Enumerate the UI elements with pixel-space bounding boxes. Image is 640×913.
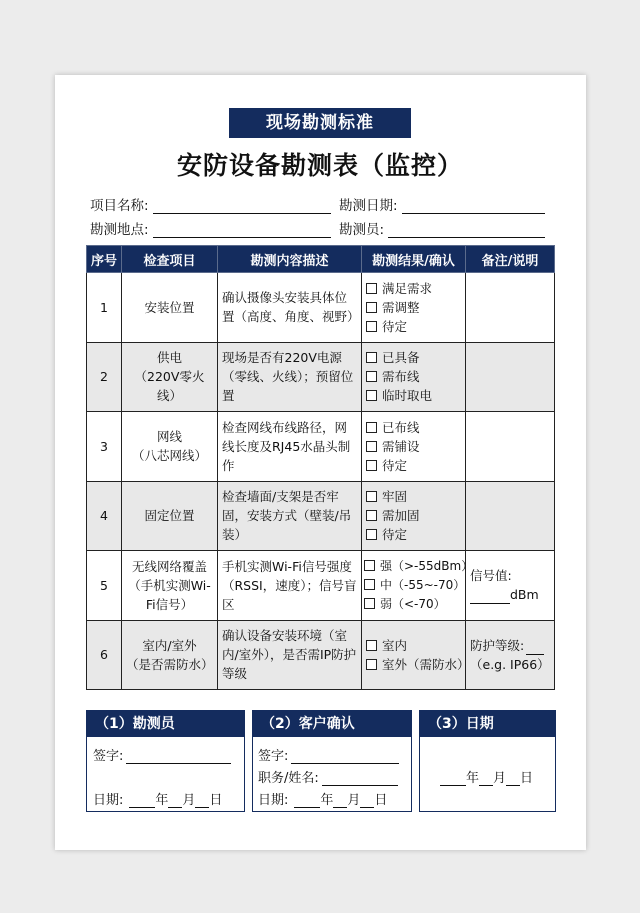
year-line[interactable]	[440, 772, 466, 786]
option-checkbox[interactable]	[366, 298, 461, 317]
survey-location-field[interactable]	[90, 218, 331, 238]
table-row	[87, 551, 555, 621]
date-label: 日期:	[258, 793, 289, 808]
cell-no: 3	[87, 412, 122, 482]
survey-date-field[interactable]	[339, 194, 545, 214]
cell-no: 6	[87, 620, 122, 690]
surveyor-line[interactable]	[388, 223, 545, 238]
option-label: 弱（<-70）	[380, 596, 446, 611]
cell-result	[362, 551, 474, 621]
option-checkbox[interactable]	[366, 437, 461, 456]
cell-no: 4	[87, 481, 122, 551]
checkbox-icon[interactable]	[366, 640, 377, 651]
cell-note[interactable]	[466, 273, 555, 343]
option-label: 待定	[382, 457, 408, 473]
survey-location-line[interactable]	[153, 223, 331, 238]
year-line[interactable]	[129, 794, 155, 808]
item-line: （八芯网线）	[131, 448, 207, 464]
table-row	[87, 481, 555, 551]
cell-result	[362, 481, 466, 551]
customer-position-field[interactable]	[258, 767, 398, 786]
cell-desc: 确认摄像头安装具体位置（高度、角度、视野）	[218, 273, 362, 343]
month-label: 月	[347, 793, 361, 808]
option-checkbox[interactable]	[366, 655, 470, 674]
year-label: 年	[155, 793, 169, 808]
month-label: 月	[182, 793, 196, 808]
checkbox-icon[interactable]	[366, 422, 377, 433]
option-label: 强（>-55dBm）	[380, 558, 474, 573]
survey-table	[86, 245, 555, 690]
customer-sign-field[interactable]	[258, 745, 399, 764]
date-label: 日期:	[93, 793, 124, 808]
year-line[interactable]	[294, 794, 320, 808]
protection-level-line[interactable]	[526, 641, 544, 655]
day-line[interactable]	[506, 772, 520, 786]
cell-item	[122, 620, 218, 690]
option-checkbox[interactable]	[366, 456, 461, 475]
option-label: 已布线	[382, 419, 420, 435]
cell-result	[362, 342, 466, 412]
cell-note[interactable]	[466, 620, 555, 690]
cell-note[interactable]	[466, 412, 555, 482]
month-line[interactable]	[168, 794, 182, 808]
table-row	[87, 273, 555, 343]
sign-line[interactable]	[291, 750, 399, 764]
project-name-field[interactable]	[90, 194, 331, 214]
customer-panel-title: （2）客户确认	[253, 711, 411, 737]
option-checkbox[interactable]	[366, 279, 461, 298]
option-checkbox[interactable]	[366, 418, 461, 437]
day-label: 日	[520, 771, 534, 786]
surveyor-sign-field[interactable]	[93, 745, 231, 764]
option-checkbox[interactable]	[366, 367, 461, 386]
surveyor-label: 勘测员:	[339, 222, 385, 238]
checkbox-icon[interactable]	[366, 510, 377, 521]
option-checkbox[interactable]	[364, 557, 474, 576]
option-checkbox[interactable]	[366, 525, 461, 544]
customer-date-field[interactable]	[258, 789, 387, 808]
option-label: 牢固	[382, 489, 408, 505]
option-checkbox[interactable]	[364, 595, 463, 614]
position-label: 职务/姓名:	[258, 771, 319, 786]
day-label: 日	[374, 793, 388, 808]
col-header-desc: 勘测内容描述	[218, 246, 362, 273]
option-checkbox[interactable]	[364, 576, 466, 595]
date-panel	[419, 710, 556, 812]
cell-item	[122, 273, 218, 343]
table-row	[87, 342, 555, 412]
checkbox-icon[interactable]	[364, 598, 375, 609]
month-line[interactable]	[479, 772, 493, 786]
item-line: 网线	[156, 429, 182, 445]
checkbox-icon[interactable]	[366, 321, 377, 332]
option-label: 已具备	[382, 350, 420, 366]
signal-value-line[interactable]	[470, 590, 510, 604]
item-line: Fi信号）	[145, 596, 194, 612]
checkbox-icon[interactable]	[364, 579, 375, 590]
option-checkbox[interactable]	[366, 636, 461, 655]
cell-desc: 检查墙面/支架是否牢固，安装方式（壁装/吊装）	[218, 481, 362, 551]
signal-unit: dBm	[510, 587, 539, 603]
sign-label: 签字:	[93, 749, 124, 764]
cell-desc: 确认设备安装环境（室内/室外），是否需IP防护等级	[218, 620, 362, 690]
option-label: 中（-55~-70）	[380, 577, 466, 592]
cell-item	[122, 412, 218, 482]
item-line: （220V零火线）	[134, 369, 205, 404]
month-label: 月	[493, 771, 507, 786]
cell-desc: 检查网线布线路径，网线长度及RJ45水晶头制作	[218, 412, 362, 482]
sign-line[interactable]	[126, 750, 231, 764]
checkbox-icon[interactable]	[366, 460, 377, 471]
table-row	[87, 412, 555, 482]
day-line[interactable]	[360, 794, 374, 808]
page-title: 安防设备勘测表（监控）	[176, 151, 463, 180]
surveyor-panel	[86, 710, 245, 812]
cell-no: 1	[87, 273, 122, 343]
day-label: 日	[209, 793, 223, 808]
checkbox-icon[interactable]	[366, 302, 377, 313]
customer-panel	[252, 710, 412, 812]
surveyor-date-field[interactable]	[93, 789, 222, 808]
position-line[interactable]	[322, 772, 398, 786]
option-checkbox[interactable]	[366, 386, 461, 405]
day-line[interactable]	[195, 794, 209, 808]
option-label: 需布线	[382, 369, 420, 385]
cell-result	[362, 412, 466, 482]
cell-note[interactable]	[466, 551, 555, 621]
table-row	[87, 620, 555, 690]
item-line: 固定位置	[144, 508, 195, 524]
sign-label: 签字:	[258, 749, 289, 764]
option-label: 待定	[382, 318, 408, 334]
year-label: 年	[466, 771, 480, 786]
month-line[interactable]	[333, 794, 347, 808]
col-header-result: 勘测结果/确认	[362, 246, 466, 273]
date-panel-title: （3）日期	[420, 711, 555, 737]
surveyor-panel-title: （1）勘测员	[87, 711, 244, 737]
option-label: 临时取电	[382, 388, 433, 404]
cell-no: 5	[87, 551, 122, 621]
project-name-label: 项目名称:	[90, 198, 149, 214]
protection-level-example: （e.g. IP66）	[470, 656, 550, 672]
surveyor-field[interactable]	[339, 218, 545, 238]
checkbox-icon[interactable]	[366, 352, 377, 363]
checkbox-icon[interactable]	[366, 371, 377, 382]
protection-level-label: 防护等级:	[470, 637, 525, 653]
signal-value-label: 信号值:	[470, 568, 512, 584]
year-label: 年	[320, 793, 334, 808]
option-label: 室外（需防水）	[382, 656, 470, 672]
option-label: 需调整	[382, 299, 420, 315]
checkbox-icon[interactable]	[366, 283, 377, 294]
survey-location-label: 勘测地点:	[90, 222, 149, 238]
option-label: 需铺设	[382, 438, 420, 454]
section-banner: 现场勘测标准	[229, 108, 411, 138]
option-checkbox[interactable]	[366, 487, 461, 506]
cell-note[interactable]	[466, 481, 555, 551]
cell-result	[362, 620, 470, 690]
checkbox-icon[interactable]	[366, 491, 377, 502]
cell-item	[122, 342, 218, 412]
cell-item	[122, 551, 218, 621]
checkbox-icon[interactable]	[366, 529, 377, 540]
option-checkbox[interactable]	[366, 506, 461, 525]
project-name-line[interactable]	[153, 199, 331, 214]
checkbox-icon[interactable]	[366, 441, 377, 452]
item-line: （是否需防水）	[126, 656, 214, 672]
item-line: 室内/室外	[142, 637, 197, 653]
item-line: （手机实测Wi-	[128, 577, 211, 593]
col-header-item: 检查项目	[122, 246, 218, 273]
cell-no: 2	[87, 342, 122, 412]
item-line: 供电	[156, 350, 182, 366]
checkbox-icon[interactable]	[366, 659, 377, 670]
option-label: 需加固	[382, 508, 420, 524]
cell-note[interactable]	[466, 342, 555, 412]
col-header-no: 序号	[87, 246, 122, 273]
checkbox-icon[interactable]	[366, 390, 377, 401]
item-line: 无线网络覆盖	[131, 558, 207, 574]
survey-date-line[interactable]	[402, 199, 545, 214]
survey-date-label: 勘测日期:	[339, 198, 398, 214]
item-line: 安装位置	[144, 299, 195, 315]
option-label: 室内	[382, 637, 408, 653]
cell-desc: 手机实测Wi-Fi信号强度（RSSI，速度）；信号盲区	[218, 551, 362, 621]
option-label: 满足需求	[382, 280, 433, 296]
cell-result	[362, 273, 466, 343]
option-label: 待定	[382, 527, 408, 543]
option-checkbox[interactable]	[366, 317, 461, 336]
cell-desc: 现场是否有220V电源（零线、火线）；预留位置	[218, 342, 362, 412]
cell-item	[122, 481, 218, 551]
col-header-note: 备注/说明	[466, 246, 555, 273]
date-field[interactable]	[440, 767, 533, 786]
checkbox-icon[interactable]	[364, 560, 375, 571]
option-checkbox[interactable]	[366, 348, 461, 367]
table-header-row	[87, 246, 555, 273]
